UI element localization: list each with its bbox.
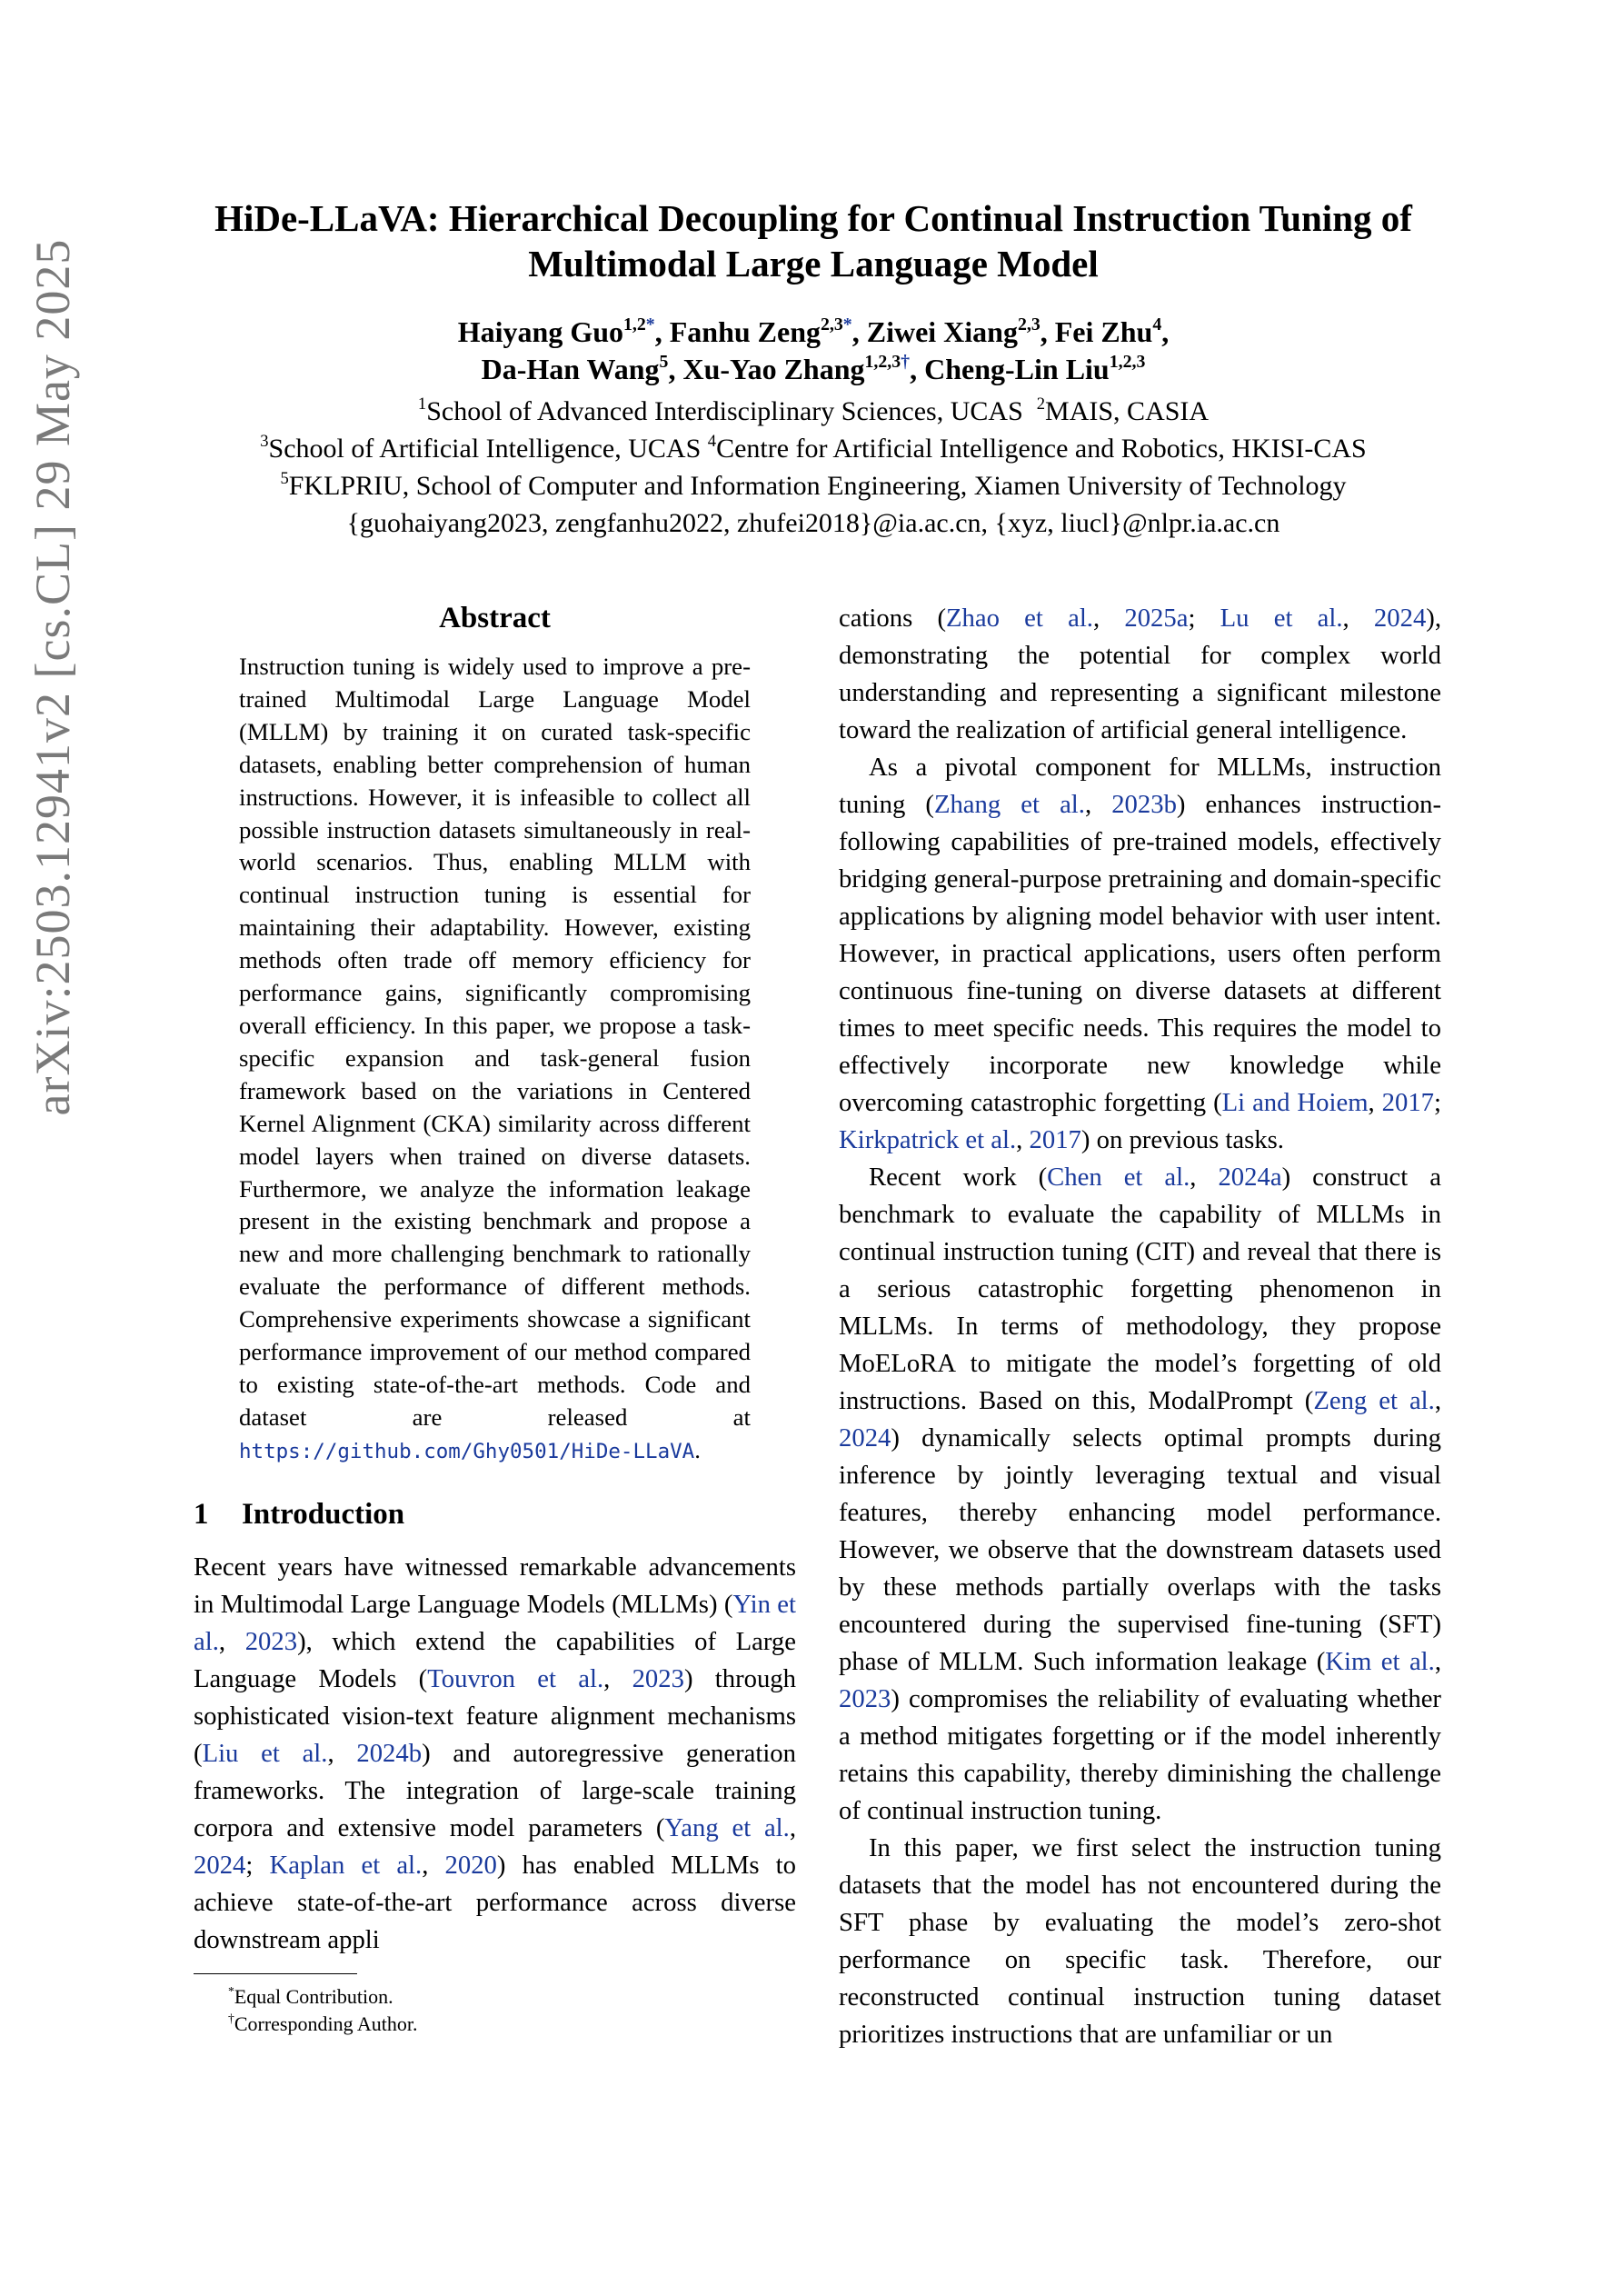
author: Ziwei Xiang$^{2,3}$, bbox=[866, 314, 1055, 348]
title-line: Multimodal Large Language Model bbox=[528, 243, 1099, 285]
affiliations bbox=[145, 393, 1481, 542]
citation-link[interactable]: Zeng et al. bbox=[1313, 1386, 1435, 1415]
intro-paragraph-1-continued: cations (Zhao et al., 2025a; Lu et al., 2024), demonstrating the potential for complex world understanding and representing a significant milestone toward the realization of artificial general intelligence. bbox=[839, 604, 1442, 744]
citation-link[interactable]: Yang et al. bbox=[664, 1812, 790, 1842]
intro-paragraph-4: In this paper, we first select the instruction tuning datasets that the model has not encountered during the SFT phase by evaluating the model’s zero-shot performance on specific task. Therefore, our reconstructed continual instruction tuning dataset prioritizes instructions that are unfamiliar or un bbox=[839, 1833, 1441, 2049]
intro-paragraph-2: As a pivotal component for MLLMs, instruction tuning (Zhang et al., 2023b) enhances instruction-following capabilities of pre-trained models, effectively bridging general-purpose pretraining and domain-specific applications by aligning model behavior with user intent. However, in practical applications, users often perform continuous fine-tuning on diverse datasets at different times to meet specific needs. This requires the model to effectively incorporate new knowledge while overcoming catastrophic forgetting (Li and Hoiem, 2017; Kirkpatrick et al., 2017) on previous tasks. bbox=[839, 753, 1441, 1154]
citation-link[interactable]: 2025a bbox=[1124, 604, 1189, 633]
affiliation-line: $^1$School of Advanced Interdisciplinary Sciences, UCAS $^2$MAIS, CASIA bbox=[417, 394, 1210, 426]
paper-title bbox=[145, 195, 1481, 286]
citation-link[interactable]: 2017 bbox=[1029, 1125, 1081, 1154]
right-column bbox=[839, 600, 1441, 2053]
citation-link[interactable]: Kim et al. bbox=[1325, 1647, 1435, 1676]
author: Fanhu Zeng$^{2,3*}$, bbox=[669, 314, 867, 348]
citation-link[interactable]: 2023 bbox=[244, 1626, 298, 1656]
title-line: HiDe-LLaVA: Hierarchical Decoupling for Continual Instruction Tuning of bbox=[214, 197, 1412, 239]
citation-link[interactable]: Zhang et al. bbox=[933, 790, 1085, 819]
footnote-corresponding-author: †Corresponding Author. bbox=[228, 2011, 418, 2035]
author: Fei Zhu$^4$, bbox=[1054, 314, 1170, 348]
citation-link[interactable]: Chen et al. bbox=[1047, 1163, 1190, 1192]
author-list bbox=[145, 314, 1481, 388]
footnote-equal-contribution: *Equal Contribution. bbox=[228, 1983, 393, 2008]
citation-link[interactable]: Lu et al. bbox=[1220, 604, 1343, 633]
citation-link[interactable]: Zhao et al. bbox=[946, 604, 1093, 633]
citation-link[interactable]: Kaplan et al. bbox=[269, 1850, 423, 1880]
affiliation-line: $^5$FKLPRIU, School of Computer and Information Engineering, Xiamen University of Technology bbox=[280, 468, 1347, 501]
citation-link[interactable]: 2024 bbox=[1373, 604, 1427, 633]
citation-link[interactable]: 2020 bbox=[444, 1850, 497, 1880]
author: Cheng-Lin Liu$^{1,2,3}$ bbox=[924, 352, 1146, 385]
citation-link[interactable]: Touvron et al. bbox=[427, 1663, 604, 1693]
citation-link[interactable]: Li and Hoiem bbox=[1221, 1088, 1369, 1117]
citation-link[interactable]: 2024 bbox=[839, 1423, 891, 1452]
code-link[interactable]: https://github.com/Ghy0501/HiDe-LLaVA bbox=[239, 1439, 695, 1463]
affiliation-line: $^3$School of Artificial Intelligence, UCAS $^4$Centre for Artificial Intelligence and Robotics, HKISI-CAS bbox=[260, 431, 1367, 464]
author-line-1 bbox=[145, 314, 1481, 351]
author: Haiyang Guo$^{1,2*}$, bbox=[457, 314, 670, 348]
intro-paragraph-3: Recent work (Chen et al., 2024a) construct a benchmark to evaluate the capability of MLLMs in continual instruction tuning (CIT) and reveal that there is a serious catastrophic forgetting phenomenon in MLLMs. In terms of methodology, they propose MoELoRA to mitigate the model’s forgetting of old instructions. Based on this, ModalPrompt (Zeng et al., 2024) dynamically selects optimal prompts during inference by jointly leveraging textual and visual features, thereby enhancing model performance. However, we observe that the downstream datasets used by these methods partially overlaps with the tasks encountered during the supervised fine-tuning (SFT) phase of MLLM. Such information leakage (Kim et al., 2023) compromises the reliability of evaluating whether a method mitigates forgetting or if the model inherently retains this capability, thereby diminishing the challenge of continual instruction tuning. bbox=[839, 1163, 1441, 1825]
abstract-body: Instruction tuning is widely used to improve a pre-trained Multimodal Large Language Model (MLLM) by training it on curated task-specific datasets, enabling better comprehension of human instructions. However, it is infeasible to collect all possible instruction datasets simultaneously in real-world scenarios. Thus, enabling MLLM with continual instruction tuning is essential for maintaining their adaptability. However, existing methods often trade off memory efficiency for performance gains, significantly compromising overall efficiency. In this paper, we propose a task-specific expansion and task-general fusion framework based on the variations in Centered Kernel Alignment (CKA) similarity across different model layers when trained on diverse datasets. Furthermore, we analyze the information leakage present in the existing benchmark and propose a new and more challenging benchmark to rationally evaluate the performance of different methods. Comprehensive experiments showcase a significant performance improvement of our method compared to existing state-of-the-art methods. Code and dataset are released at https://github.com/Ghy0501/HiDe-LLaVA. bbox=[239, 653, 751, 1463]
abstract-heading: Abstract bbox=[439, 602, 551, 634]
author-line-2 bbox=[145, 351, 1481, 388]
citation-link[interactable]: 2023 bbox=[632, 1663, 684, 1693]
citation-link[interactable]: 2024b bbox=[356, 1738, 423, 1768]
section-heading-introduction: 1 Introduction bbox=[194, 1497, 405, 1531]
author-emails: {guohaiyang2023, zengfanhu2022, zhufei2018}@ia.ac.cn, {xyz, liucl}@nlpr.ia.ac.cn bbox=[346, 508, 1280, 538]
citation-link[interactable]: Kirkpatrick et al. bbox=[839, 1125, 1017, 1154]
citation-link[interactable]: 2024 bbox=[194, 1850, 246, 1880]
author: Xu-Yao Zhang$^{1,2,3\dagger}$, bbox=[682, 352, 925, 385]
citation-link[interactable]: Liu et al. bbox=[202, 1738, 328, 1768]
citation-link[interactable]: 2017 bbox=[1381, 1088, 1435, 1117]
footnote-rule bbox=[194, 1973, 357, 1974]
author: Da-Han Wang$^5$, bbox=[481, 352, 683, 385]
citation-link[interactable]: 2023b bbox=[1111, 790, 1177, 819]
intro-paragraph-1: Recent years have witnessed remarkable advancements in Multimodal Large Language Models (MLLMs) (Yin et al., 2023), which extend the capabilities of Large Language Models (Touvron et al., 2023) through sophisticated vision-text feature alignment mechanisms (Liu et al., 2024b) and autoregressive generation frameworks. The integration of large-scale training corpora and extensive model parameters (Yang et al., 2024; Kaplan et al., 2020) has enabled MLLMs to achieve state-of-the-art performance across diverse downstream appli bbox=[194, 1552, 797, 1954]
left-column bbox=[194, 600, 796, 2038]
arxiv-identifier: arXiv:2503.12941v2 [cs.CL] 29 May 2025 bbox=[25, 238, 80, 1116]
citation-link[interactable]: 2023 bbox=[839, 1684, 891, 1713]
citation-link[interactable]: 2024a bbox=[1218, 1163, 1282, 1192]
citation-link[interactable]: Yin et al. bbox=[194, 1589, 796, 1656]
